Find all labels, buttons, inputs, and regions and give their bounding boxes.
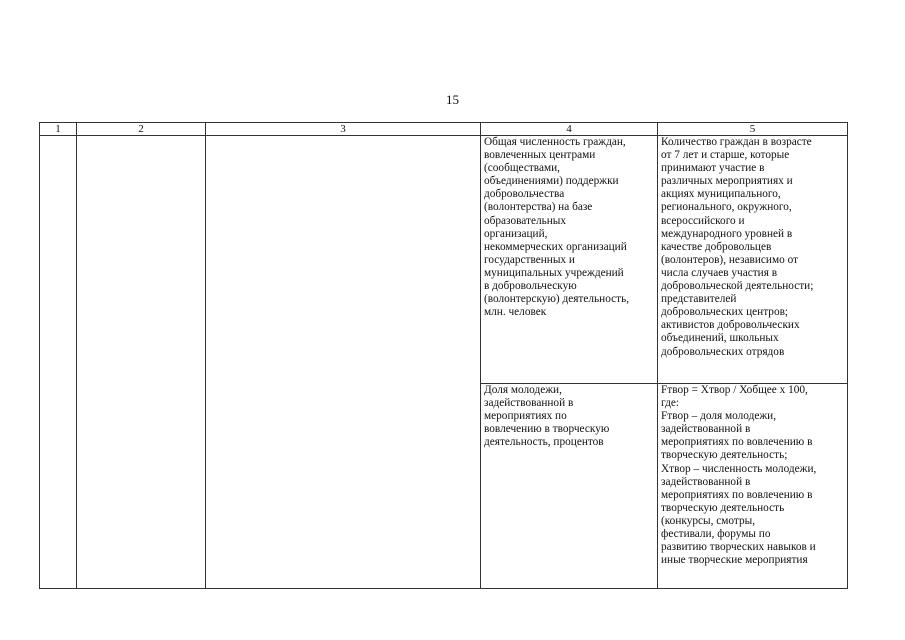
- indicator-method-cell: Fтвор = Хтвор / Хобщее х 100, где: Fтвор – доля молодежи, задействованной в мероприятиях по вовлечению в творческую деятельность; Хтвор – численность молодежи, задействованной в мероприятиях по вовлечению в творческую деятельность (конкурсы, смотры, фестивали, форумы по развитию творческих навыков и иные творческие мероприятия: [658, 384, 848, 589]
- indicator-name-cell: Доля молодежи, задействованной в мероприятиях по вовлечению в творческую деятельность, процентов: [481, 384, 658, 589]
- header-col-5: 5: [658, 123, 848, 136]
- cell-col-2: [77, 136, 206, 589]
- header-col-4: 4: [481, 123, 658, 136]
- indicator-name-cell: Общая численность граждан, вовлеченных центрами (сообществами, объединениями) поддержки добровольчества (волонтерства) на базе образовательных организаций, некоммерческих организаций государственных и муниципальных учреждений в добровольческую (волонтерскую) деятельность, млн. человек: [481, 136, 658, 384]
- table-row: [40, 136, 848, 384]
- indicator-method-cell: Количество граждан в возрасте от 7 лет и старше, которые принимают участие в различных мероприятиях и акциях муниципального, регионального, окружного, всероссийского и международного уровней в качестве добровольцев (волонтеров), независимо от числа случаев участия в добровольческой деятельности; представителей добровольческих центров; активистов добровольческих объединений, школьных добровольческих отрядов: [658, 136, 848, 384]
- header-col-2: 2: [77, 123, 206, 136]
- header-row: [40, 123, 848, 136]
- cell-col-1: [40, 136, 77, 589]
- header-col-1: 1: [40, 123, 77, 136]
- indicator-table: [39, 122, 848, 589]
- table-header: [40, 123, 848, 136]
- header-col-3: 3: [206, 123, 481, 136]
- page-number: 15: [446, 92, 459, 107]
- cell-col-3: [206, 136, 481, 589]
- table-body: [40, 136, 848, 589]
